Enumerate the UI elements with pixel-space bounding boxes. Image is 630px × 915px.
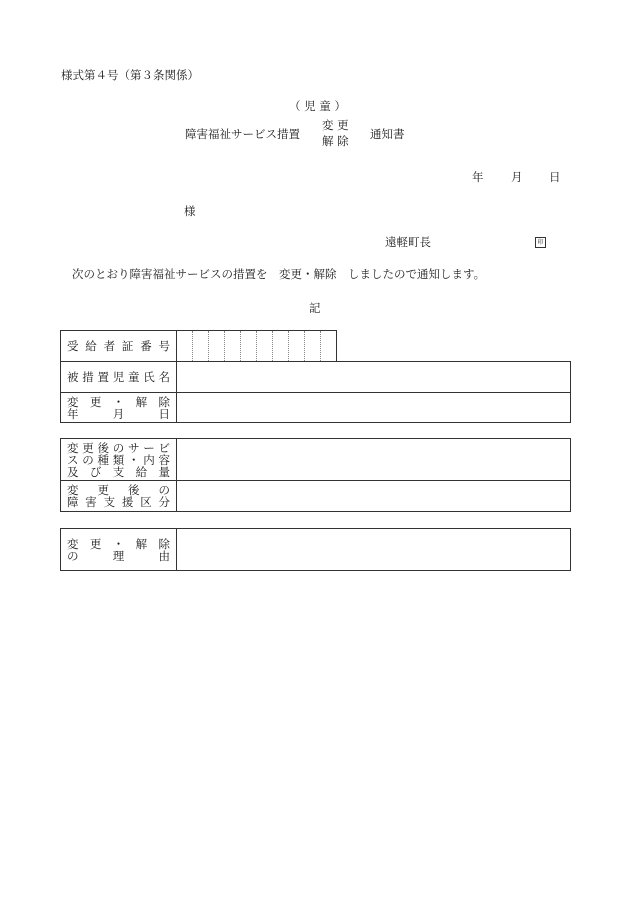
reason-field[interactable]	[177, 529, 571, 571]
child-name-field[interactable]	[177, 362, 571, 393]
certificate-digit-cell[interactable]	[193, 331, 209, 362]
reason-label: 変 更 ・ 解 除 の 理 由	[61, 529, 177, 571]
child-name-label: 被措置児童氏名	[61, 362, 177, 393]
support-category-field[interactable]	[177, 481, 571, 512]
date-year-label: 年	[472, 170, 484, 184]
document-title: 障害福祉サービス措置	[185, 127, 300, 141]
service-change-table	[60, 438, 571, 512]
certificate-digit-cell[interactable]	[241, 331, 257, 362]
certificate-digit-cell[interactable]	[289, 331, 305, 362]
seal-mark: 印	[535, 237, 546, 248]
certificate-digit-cell[interactable]	[177, 331, 193, 362]
support-category-label: 変 更 後 の 障害支援区分	[61, 481, 177, 512]
change-date-field[interactable]	[177, 393, 571, 423]
certificate-digit-cell[interactable]	[321, 331, 337, 362]
recipient-info-table	[60, 361, 571, 423]
form-id: 様式第４号（第３条関係）	[61, 68, 199, 82]
certificate-number-label: 受給者証番号	[61, 331, 177, 362]
change-date-label: 変 更 ・ 解 除 年 月 日	[61, 393, 177, 423]
service-content-label: 変更後のサービ スの種類・内容 及び支給量	[61, 439, 177, 481]
certificate-number-table	[60, 330, 337, 362]
title-choice-cancel: 解 除	[322, 134, 349, 148]
document-subtitle: （ 児 童 ）	[289, 99, 346, 113]
notice-body-text: 次のとおり障害福祉サービスの措置を 変更・解除 しましたので通知します。	[72, 267, 486, 281]
title-suffix: 通知書	[370, 127, 405, 141]
date-month-label: 月	[511, 170, 523, 184]
addressee-honorific: 様	[184, 204, 196, 218]
date-day-label: 日	[549, 170, 561, 184]
issuer-name: 遠軽町長	[385, 235, 431, 249]
reason-table	[60, 528, 571, 571]
certificate-digit-cell[interactable]	[273, 331, 289, 362]
certificate-digit-cell[interactable]	[257, 331, 273, 362]
certificate-digit-cell[interactable]	[225, 331, 241, 362]
certificate-digit-cell[interactable]	[305, 331, 321, 362]
certificate-digit-cell[interactable]	[209, 331, 225, 362]
title-choice-change: 変 更	[322, 118, 349, 132]
ki-heading: 記	[309, 301, 321, 315]
service-content-field[interactable]	[177, 439, 571, 481]
